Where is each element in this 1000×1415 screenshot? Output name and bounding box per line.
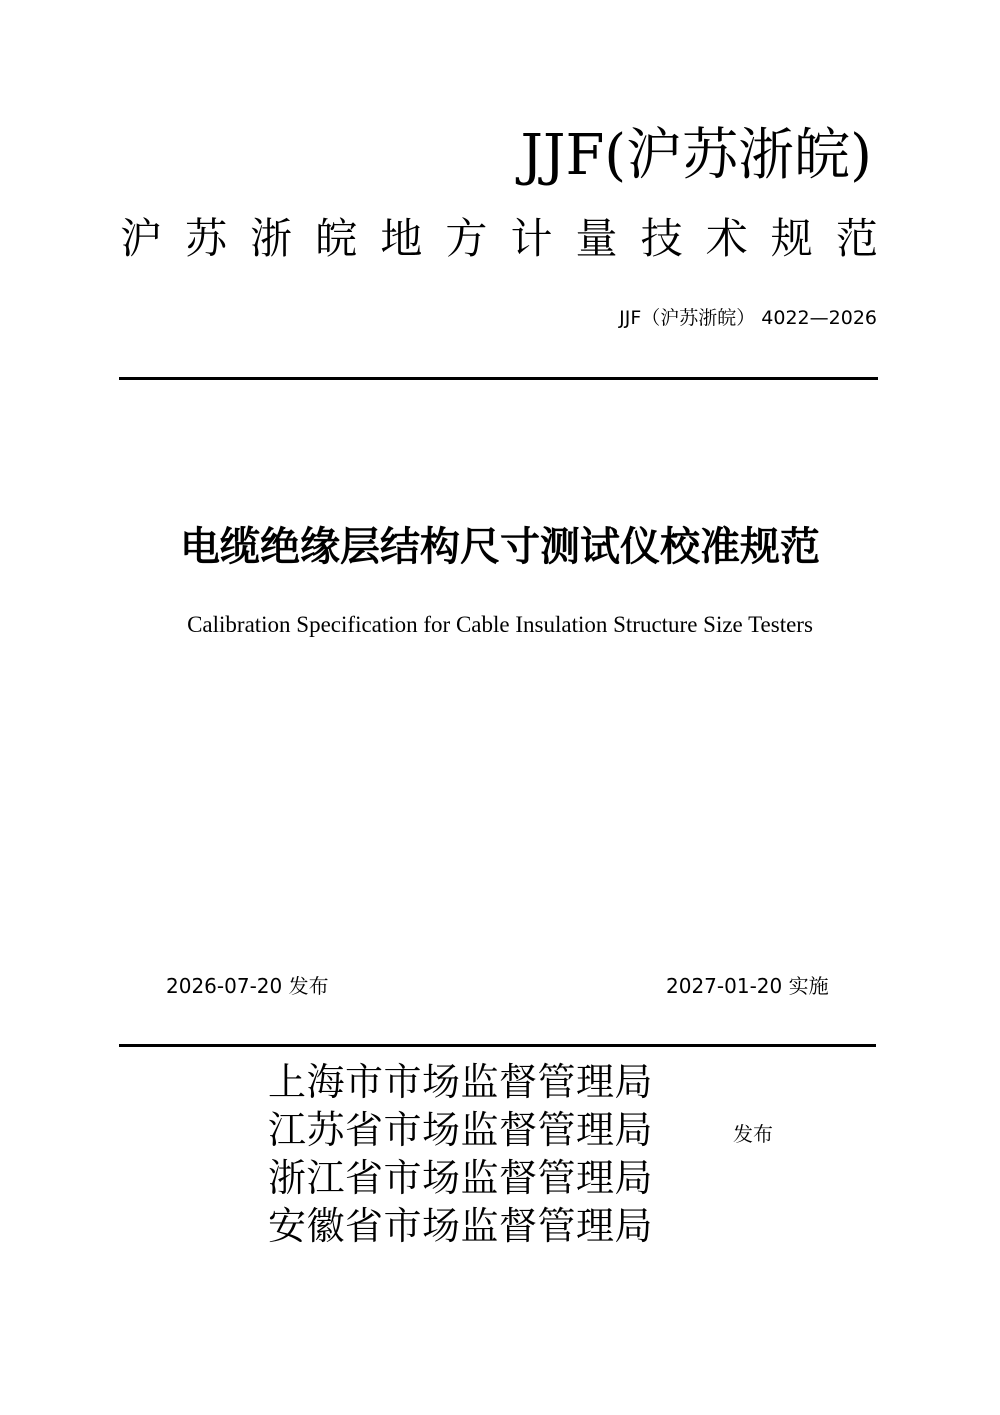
document-title-en: Calibration Specification for Cable Insulation Structure Size Testers bbox=[187, 612, 813, 637]
subtitle-char: 苏 bbox=[185, 214, 228, 263]
effective-date: 2027-01-20 实施 bbox=[666, 974, 829, 998]
subtitle-char: 地 bbox=[380, 214, 423, 263]
top-divider bbox=[119, 377, 878, 380]
standard-brand: JJF(沪苏浙皖) bbox=[520, 123, 872, 188]
issuer-jiangsu: 江苏省市场监督管理局 bbox=[268, 1108, 654, 1152]
document-number: JJF（沪苏浙皖） 4022—2026 bbox=[619, 307, 877, 329]
issuer-anhui: 安徽省市场监督管理局 bbox=[268, 1204, 654, 1248]
subtitle-char: 方 bbox=[445, 214, 488, 263]
subtitle-char: 技 bbox=[640, 214, 683, 263]
bottom-divider bbox=[119, 1044, 876, 1047]
issuer-list bbox=[268, 1058, 728, 1250]
issue-date: 2026-07-20 发布 bbox=[166, 974, 329, 998]
document-title-zh: 电缆绝缘层结构尺寸测试仪校准规范 bbox=[180, 524, 820, 570]
subtitle-char: 范 bbox=[835, 214, 878, 263]
subtitle-char: 计 bbox=[510, 214, 553, 263]
standard-category-title bbox=[120, 214, 878, 263]
issuer-zhejiang: 浙江省市场监督管理局 bbox=[268, 1156, 654, 1200]
subtitle-char: 量 bbox=[575, 214, 618, 263]
issue-label: 发布 bbox=[733, 1122, 773, 1146]
subtitle-char: 沪 bbox=[120, 214, 163, 263]
issuer-shanghai: 上海市市场监督管理局 bbox=[268, 1060, 654, 1104]
subtitle-char: 规 bbox=[770, 214, 813, 263]
subtitle-char: 术 bbox=[705, 214, 748, 263]
subtitle-char: 皖 bbox=[315, 214, 358, 263]
subtitle-char: 浙 bbox=[250, 214, 293, 263]
